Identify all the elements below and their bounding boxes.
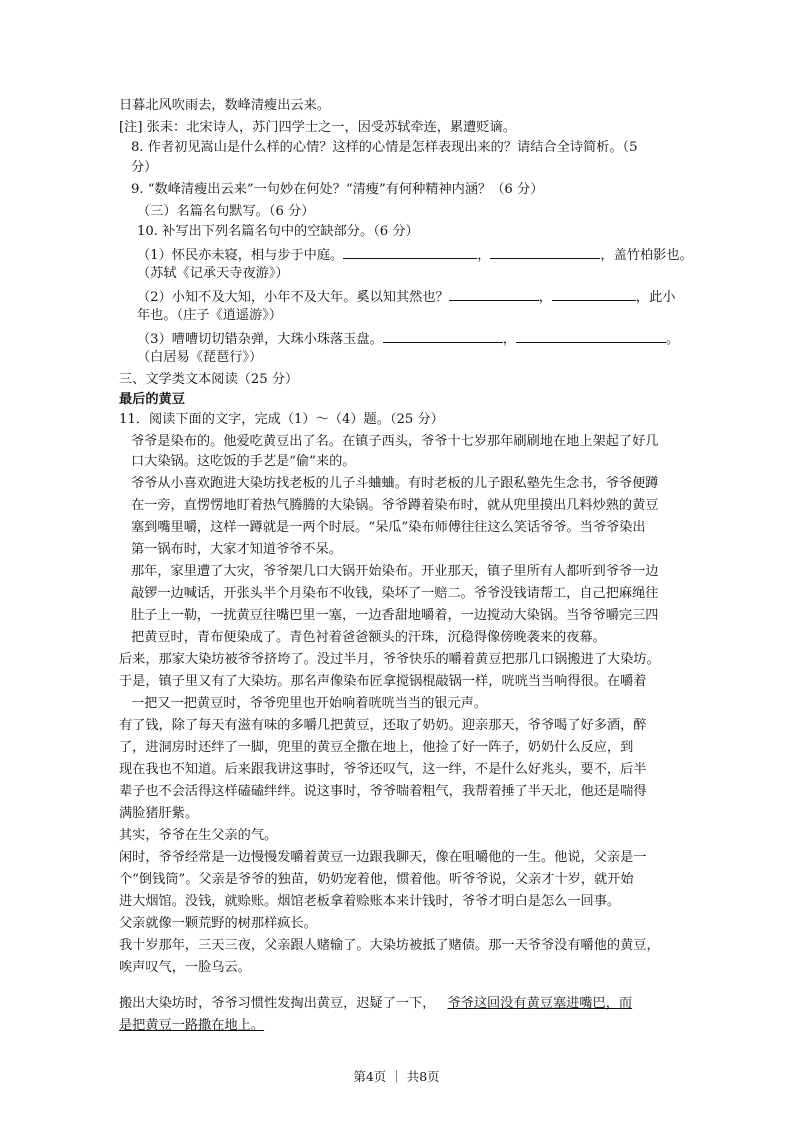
fill-item-3-text: （3）嘈嘈切切错杂弹，大珠小珠落玉盘。 — [137, 332, 383, 347]
fill-item-3-sep: ， — [502, 332, 516, 347]
paragraph-line: 把黄豆时，青布便染成了。青色衬着爸爸额头的汗珠，沉稳得像傍晚袭来的夜幕。 — [131, 630, 606, 645]
question-11: 11．阅读下面的文字，完成（1）～（4）题。（25 分） — [119, 412, 444, 427]
fill-item-1-end: ，盖竹柏影也。 — [600, 248, 693, 263]
paragraph-line: 进大烟馆。没钱，就赊账。烟馆老板拿着赊账本来计钱时，爷爷才明白是怎么一回事。 — [119, 894, 621, 909]
question-8-line1: 8. 作者初见嵩山是什么样的心情？这样的心情是怎样表现出来的？请结合全诗简析。（5 — [131, 140, 638, 155]
story-title: 最后的黄豆 — [119, 392, 185, 407]
fill-blank[interactable] — [383, 328, 503, 343]
last-paragraph-line2 — [119, 1016, 264, 1036]
paragraph-line: 肚子上一勒，一扰黄豆往嘴巴里一塞，一边香甜地嚼着，一边搅动大染锅。当爷爷嚼完三四 — [131, 608, 659, 623]
fill-blank[interactable] — [552, 286, 636, 301]
paragraph-line: 闲时，爷爷经常是一边慢慢发嚼着黄豆一边跟我聊天，像在咀嚼他的一生。他说，父亲是一 — [119, 850, 647, 865]
paragraph-line: 那年，家里遭了大灾，爷爷架几口大锅开始染布。开业那天，镇子里所有人都听到爷爷一边 — [131, 564, 659, 579]
fill-item-1-text: （1）怀民亦未寝，相与步于中庭。 — [137, 248, 344, 263]
underlined-sentence-end: 是把黄豆一路撒在地上。 — [119, 1018, 265, 1033]
last-paragraph-line1 — [119, 994, 632, 1014]
paragraph-line: 满脸猪肝紫。 — [119, 806, 199, 821]
question-10: 10. 补写出下列名篇名句中的空缺部分。（6 分） — [137, 224, 419, 239]
paragraph-line: 爷爷是染布的。他爱吃黄豆出了名。在镇子西头，爷爷十七岁那年刷刷地在地上架起了好几 — [131, 434, 659, 449]
question-9: 9. “数峰清瘦出云来”一句妙在何处？“清瘦”有何种精神内涵？（6 分） — [131, 182, 544, 197]
paragraph-line: 辈子也不会活得这样磕磕绊绊。说这事时，爷爷喘着粗气，我帮着捶了半天北，他还是喘得 — [119, 784, 647, 799]
fill-item-2 — [137, 286, 675, 308]
fill-blank[interactable] — [516, 328, 666, 343]
paragraph-line: 爷爷从小喜欢跑进大染坊找老板的儿子斗蛐蛐。有时老板的儿子跟私塾先生念书，爷爷便蹲 — [131, 476, 659, 491]
fill-item-3-end: 。 — [665, 332, 680, 347]
fill-item-1 — [137, 244, 693, 266]
paragraph-line: 我十岁那年，三天三夜，父亲跟人赌输了。大染坊被抵了赌债。那一天爷爷没有嚼他的黄豆， — [119, 938, 660, 953]
fill-item-2-text: （2）小知不及大知，小年不及大年。奚以知其然也？ — [137, 290, 449, 305]
paragraph-line: 父亲就像一颗荒野的树那样疯长。 — [119, 916, 317, 931]
fill-item-1-source: （苏轼《记承天寺夜游》） — [137, 266, 289, 281]
paragraph-line: 口大染锅。这吃饭的手艺是“偷”来的。 — [131, 454, 356, 469]
fill-blank[interactable] — [343, 244, 477, 259]
fill-item-3-source: （白居易《琵琶行》） — [137, 350, 263, 365]
paragraph-line: 第一锅布时，大家才知道爷爷不呆。 — [131, 542, 342, 557]
last-paragraph-text: 搬出大染坊时，爷爷习惯性发掏出黄豆，迟疑了一下， — [119, 996, 436, 1011]
page-footer: 第4页 ｜ 共8页 — [353, 1069, 440, 1084]
fill-item-2-sep: ， — [538, 290, 552, 305]
question-8-line2: 分） — [131, 160, 158, 175]
poem-last-line: 日暮北风吹雨去，数峰清瘦出云来。 — [119, 98, 330, 113]
paragraph-line: 有了钱，除了每天有滋有味的多嚼几把黄豆，还取了奶奶。迎亲那天，爷爷喝了好多酒，醉 — [119, 718, 647, 733]
paragraph-line: 其实，爷爷在生父亲的气。 — [119, 828, 278, 843]
paragraph-line: 于是，镇子里又有了大染坊。那名声像染布匠拿搅锅棍敲锅一样，咣咣当当响得很。在嚼着 — [119, 674, 647, 689]
fill-blank[interactable] — [449, 286, 539, 301]
paragraph-line: 后来，那家大染坊被爷爷挤垮了。没过半月，爷爷快乐的嚼着黄豆把那几口锅搬进了大染坊。 — [119, 652, 660, 667]
paragraph-line: 现在我也不知道。后来跟我讲这事时，爷爷还叹气，这一绊，不是什么好兆头，要不，后半 — [119, 762, 647, 777]
paragraph-line: 敲锣一边喊话，开张头半个月染布不收钱，染坏了一赔二。爷爷没钱请帮工，自己把麻绳往 — [131, 586, 659, 601]
fill-item-2-source: 年也。（庄子《逍遥游》） — [137, 308, 283, 323]
underlined-sentence: 爷爷这回没有黄豆塞进嘴巴，而 — [447, 996, 633, 1011]
fill-item-1-sep: ， — [477, 248, 491, 263]
fill-blank[interactable] — [490, 244, 600, 259]
part-3-heading: 三、文学类文本阅读（25 分） — [119, 372, 299, 387]
section-3-heading: （三）名篇名句默写。（6 分） — [137, 204, 315, 219]
paragraph-line: 在一旁，直愣愣地盯着热气腾腾的大染锅。爷爷蹲着染布时，就从兜里摸出几料炒熟的黄豆 — [131, 498, 659, 513]
fill-item-3 — [137, 328, 679, 350]
annotation-note: [注] 张耒：北宋诗人，苏门四学士之一，因受苏轼牵连，累遭贬谪。 — [119, 120, 516, 135]
paragraph-line: 个“倒钱筒”。父亲是爷爷的独苗，奶奶宠着他，惯着他。听爷爷说，父亲才十岁，就开始 — [119, 872, 634, 887]
paragraph-line: 一把又一把黄豆时，爷爷兜里也开始响着咣咣当当的银元声。 — [131, 696, 488, 711]
paragraph-line: 唉声叹气，一脸乌云。 — [119, 960, 251, 975]
fill-item-2-end: ，此小 — [635, 290, 676, 305]
paragraph-line: 了，进洞房时还绊了一脚，兜里的黄豆全撒在地上，他捡了好一阵子，奶奶什么反应，到 — [119, 740, 634, 755]
paragraph-line: 塞到嘴里嚼，这样一蹲就是一两个时辰。“呆瓜”染布师傅往往这么笑话爷爷。当爷爷染出 — [131, 520, 646, 535]
